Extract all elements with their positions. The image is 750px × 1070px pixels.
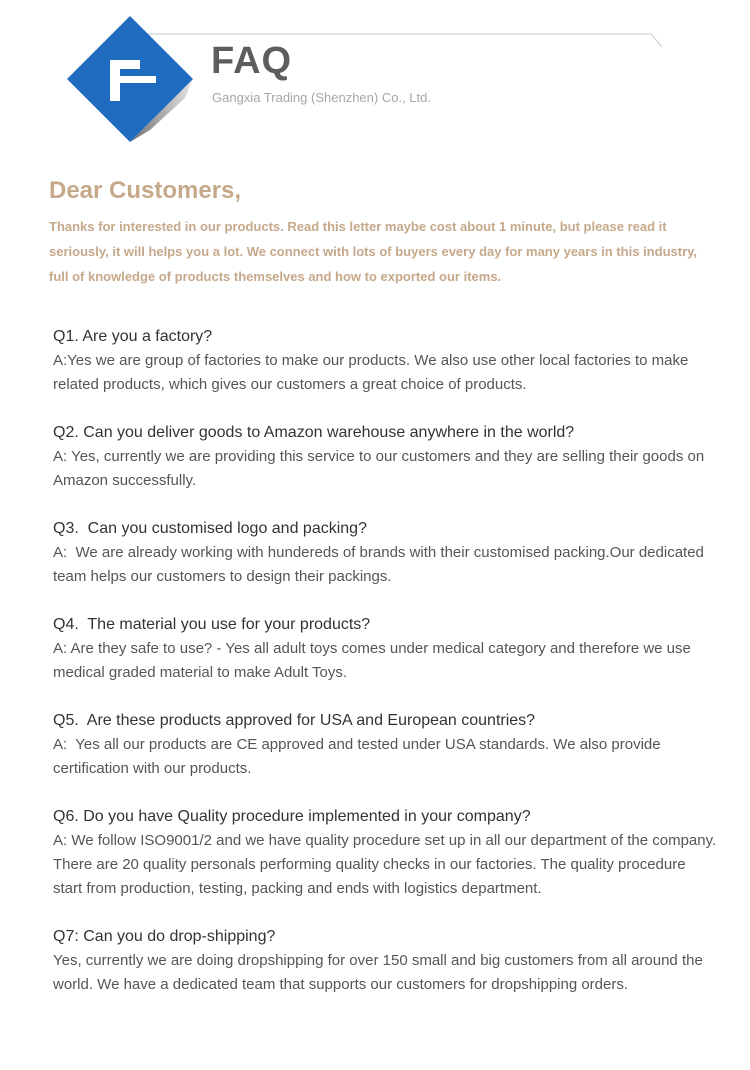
faq-question: Q3. Can you customised logo and packing? bbox=[53, 520, 367, 537]
faq-question: Q1. Are you a factory? bbox=[53, 328, 213, 345]
greeting-heading: Dear Customers, bbox=[49, 177, 242, 204]
faq-answer: A:Yes we are group of factories to make our products. We also use other local factories to make related products, which gives our customers a great choice of products. bbox=[53, 352, 693, 393]
faq-question: Q5. Are these products approved for USA and European countries? bbox=[53, 712, 536, 729]
faq-question: Q4. The material you use for your products? bbox=[53, 616, 371, 633]
faq-item-4 bbox=[53, 613, 718, 709]
faq-title: FAQ bbox=[211, 40, 293, 82]
faq-answer: A: Yes, currently we are providing this service to our customers and they are selling their goods on Amazon successfully. bbox=[53, 448, 708, 489]
faq-item-7 bbox=[53, 925, 718, 1045]
company-name: Gangxia Trading (Shenzhen) Co., Ltd. bbox=[212, 90, 431, 105]
intro-paragraph: Thanks for interested in our products. Read this letter maybe cost about 1 minute, but please read it seriously, it will helps you a lot. We connect with lots of buyers every day for many years in this industry, full of knowledge of products themselves and how to exported our items. bbox=[49, 219, 698, 284]
faq-question: Q6. Do you have Quality procedure implemented in your company? bbox=[53, 808, 531, 825]
faq-list bbox=[53, 325, 721, 1045]
faq-item-6 bbox=[53, 805, 721, 925]
faq-item-1 bbox=[53, 325, 718, 421]
faq-answer: A: We follow ISO9001/2 and we have quality procedure set up in all our department of the company. There are 20 quality personals performing quality checks in our factories. The quality procedure start from production, testing, packing and ends with logistics department. bbox=[53, 832, 721, 897]
logo-f-top-bar bbox=[110, 60, 140, 69]
page-header bbox=[0, 0, 750, 150]
faq-answer: A: Yes all our products are CE approved and tested under USA standards. We also provide certification with our products. bbox=[53, 736, 665, 777]
faq-answer: A: We are already working with hundereds of brands with their customised packing.Our dedicated team helps our customers to design their packings. bbox=[53, 544, 709, 585]
faq-logo-graphic bbox=[0, 0, 750, 150]
faq-answer: A: Are they safe to use? - Yes all adult toys comes under medical category and therefore we use medical graded material to make Adult Toys. bbox=[53, 640, 696, 681]
faq-item-5 bbox=[53, 709, 718, 805]
faq-question: Q7: Can you do drop-shipping? bbox=[53, 928, 276, 945]
logo-f-mid-bar bbox=[120, 76, 156, 83]
faq-item-3 bbox=[53, 517, 718, 613]
faq-question: Q2. Can you deliver goods to Amazon warehouse anywhere in the world? bbox=[53, 424, 575, 441]
faq-item-2 bbox=[53, 421, 718, 517]
faq-answer: Yes, currently we are doing dropshipping for over 150 small and big customers from all around the world. We have a dedicated team that supports our customers for dropshipping orders. bbox=[53, 952, 707, 993]
